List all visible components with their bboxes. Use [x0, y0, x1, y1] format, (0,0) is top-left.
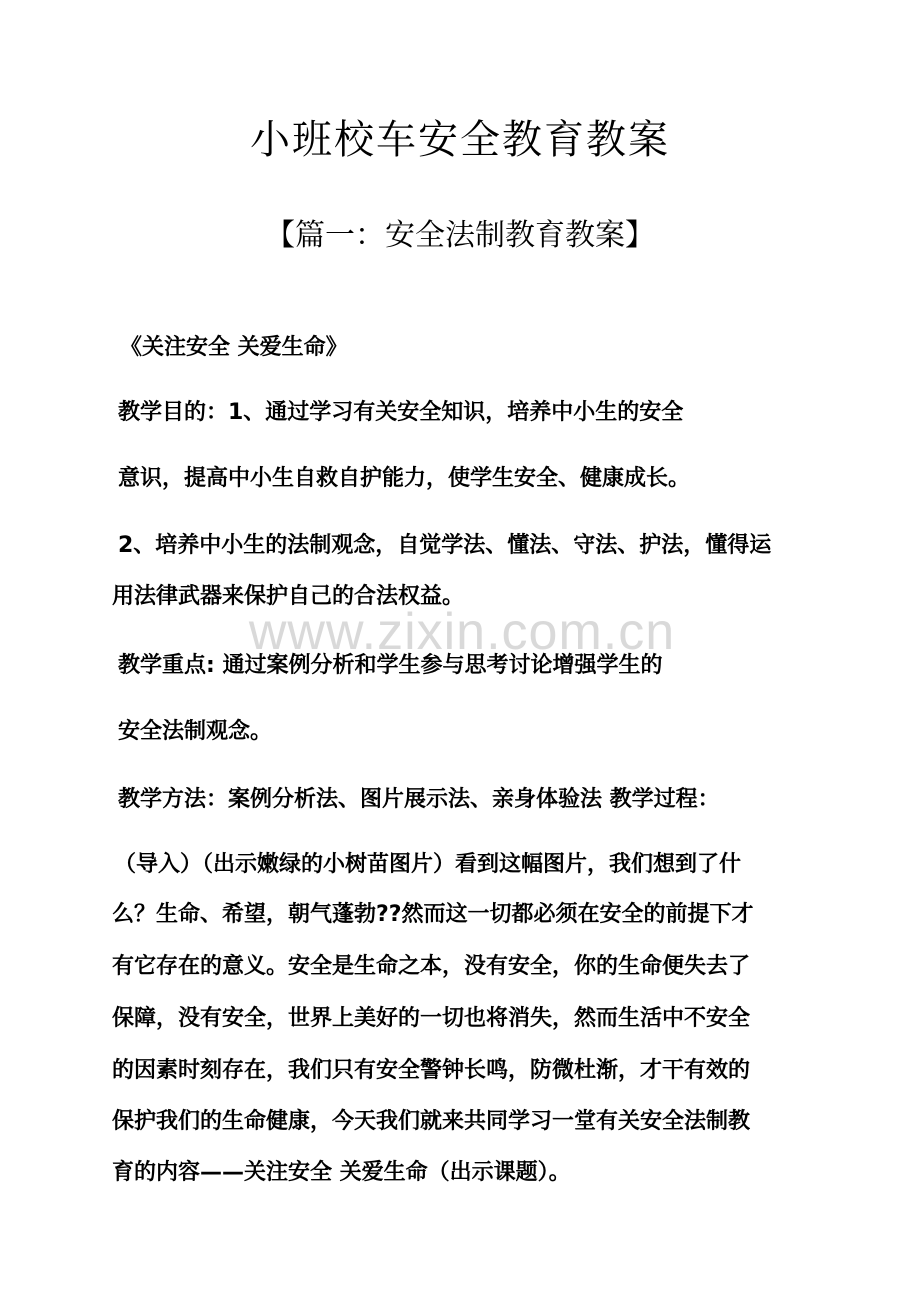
text-line: （导入）（出示嫩绿的小树苗图片）看到这幅图片，我们想到了什	[114, 852, 742, 877]
text-line: 教学重点: 通过案例分析和学生参与思考讨论增强学生的	[118, 653, 663, 678]
text-line: 安全法制观念。	[118, 719, 273, 744]
section-heading: 【篇一：安全法制教育教案】	[265, 218, 655, 253]
document-title: 小班校车安全教育教案	[250, 117, 670, 163]
text-line: 教学方法：案例分析法、图片展示法、亲身体验法 教学过程：	[118, 787, 720, 812]
watermark: www.zixin.com.cn	[248, 603, 676, 661]
text-line: 育的内容——关注安全 关爱生命（出示课题）。	[112, 1160, 571, 1185]
text-line: 用法律武器来保护自己的合法权益。	[112, 584, 465, 609]
text-line: 么？生命、希望，朝气蓬勃??然而这一切都必须在安全的前提下才	[112, 902, 754, 927]
text-line: 教学目的：1、通过学习有关安全知识，培养中小生的安全	[118, 400, 684, 425]
text-line: 保护我们的生命健康，今天我们就来共同学习一堂有关安全法制教	[112, 1109, 751, 1134]
text-line: 意识，提高中小生自救自护能力，使学生安全、健康成长。	[118, 466, 691, 491]
text-line: 有它存在的意义。安全是生命之本，没有安全，你的生命便失去了	[112, 954, 751, 979]
text-line: 2、培养中小生的法制观念，自觉学法、懂法、守法、护法，懂得运	[118, 533, 772, 558]
text-line: 保障，没有安全，世界上美好的一切也将消失，然而生活中不安全	[112, 1006, 751, 1031]
lesson-title-line: 《关注安全 关爱生命》	[120, 335, 348, 360]
text-line: 的因素时刻存在，我们只有安全警钟长鸣，防微杜渐，才干有效的	[112, 1058, 751, 1083]
